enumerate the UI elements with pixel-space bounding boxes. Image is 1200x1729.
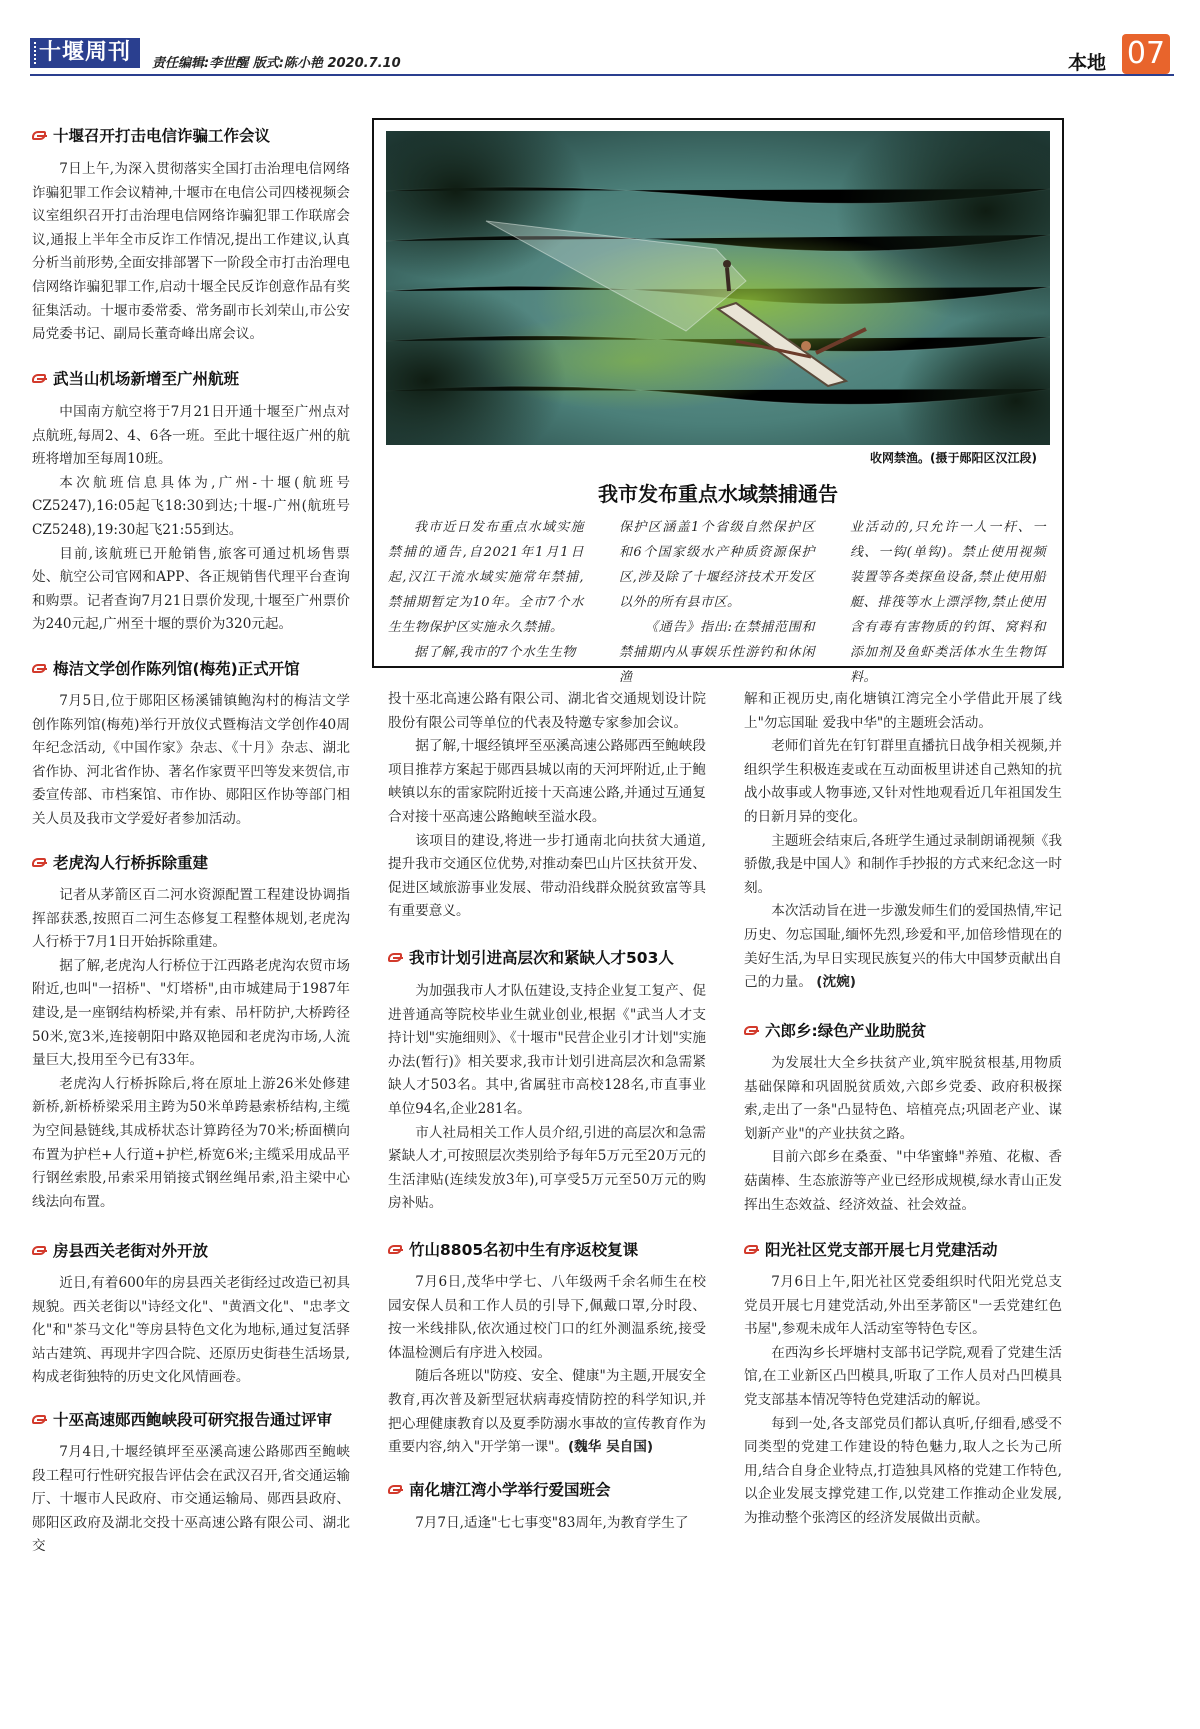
article-body: 为发展壮大全乡扶贫产业,筑牢脱贫根基,用物质基础保障和巩固脱贫质效,六郎乡党委、政府积极探索,走出了一条"凸显特色、培植亮点;巩固老产业、谋划新产业"的产业扶贫之路。 目前六郎乡在桑蚕、"中华蜜蜂"养殖、花椒、香菇菌棒、生态旅游等产业已经形成规模,绿水青山正发挥出生态效益、经济效益、社会效益。 [744,1055,1062,1213]
feature-column: 我市近日发布重点水域实施禁捕的通告,自2021年1月1日起,汉江干流水域实施常年禁捕,禁捕期暂定为10年。全市7个水生生物保护区实施永久禁捕。 据了解,我市的7个水生生物 [388,520,584,660]
feature-column: 业活动的,只允许一人一杆、一线、一钩(单钩)。禁止使用视频装置等各类探鱼设备,禁止使用船艇、排筏等水上漂浮物,禁止使用含有毒有害物质的钓饵、窝料和添加剂及鱼虾类活体水生生物饵料。 [850,520,1046,685]
article-body: 为加强我市人才队伍建设,支持企业复工复产、促进普通高等院校毕业生就业创业,根据《"武当人才支持计划"实施细则》、《十堰市"民营企业引才计划"实施办法(暂行)》相关要求,我市计划引进高层次和急需紧缺人才503名。其中,省属驻市高校128名,市直事业单位94名,企业281名。 市人社局相关工作人员介绍,引进的高层次和急需紧缺人才,可按照层次类别给予每年5万元至20万元的生活津贴(连续发放3年),可享受5万元至50万元的购房补贴。 [388,983,706,1212]
pointing-hand-icon [32,130,50,142]
pointing-hand-icon [32,857,50,869]
pointing-hand-icon [32,373,50,385]
pointing-hand-icon [388,1484,406,1496]
page-number-badge: 07 [1122,34,1170,74]
article-body: 记者从茅箭区百二河水资源配置工程建设协调指挥部获悉,按照百二河生态修复工程整体规划,老虎沟人行桥于7月1日开始拆除重建。 据了解,老虎沟人行桥位于江西路老虎沟农贸市场附近,也叫"一招桥"、"灯塔桥",由市城建局于1987年建设,是一座钢结构桥梁,并有索、吊杆防护,大桥跨径50米,宽3米,连接朝阳中路双艳园和老虎沟市场,人流量巨大,投用至今已有33年。 老虎沟人行桥拆除后,将在原址上游26米处修建新桥,新桥桥梁采用主跨为50米单跨悬索桥结构,主缆为空间悬链线,其成桥状态计算跨径为70米;桥面横向布置为护栏+人行道+护栏,桥宽6米;主缆采用成品平行钢丝索股,吊索采用销接式钢丝绳吊索,沿主梁中心线法向布置。 [32,887,350,1210]
article-body: 近日,有着600年的房县西关老街经过改造已初具规貌。西关老街以"诗经文化"、"黄酒文化"、"忠孝文化"和"茶马文化"等房县特色文化为地标,通过复活驿站古建筑、再现井字四合院、还原历史街巷生活场景,构成老街独特的历史文化风情画卷。 [32,1275,350,1386]
article-body: 7月6日上午,阳光社区党委组织时代阳光党总支党员开展七月建党活动,外出至茅箭区"一丢党建红色书屋",参观未成年人活动室等特色专区。 在西沟乡长坪塘村支部书记学院,观看了党建生活馆,在工业新区凸凹模具,听取了工作人员对凸凹模具党支部基本情况等特色党建活动的解说。 每到一处,各支部党员们都认真听,仔细看,感受不同类型的党建工作建设的特色魅力,取人之长为己所用,结合自身企业特点,打造独具风格的党建工作特色,以企业发展支撑党建工作,以党建工作推动企业发展,为推动整个张湾区的经济发展做出贡献。 [744,1274,1062,1526]
article-body: 7日上午,为深入贯彻落实全国打击治理电信网络诈骗犯罪工作会议精神,十堰市在电信公司四楼视频会议室组织召开打击治理电信网络诈骗犯罪工作联席会议,通报上半年全市反诈工作情况,提出工作建议,认真分析当前形势,全面安排部署下一阶段全市打击治理电信网络诈骗犯罪工作,启动十堰全民反诈创意作品有奖征集活动。十堰市委常委、常务副市长刘荣山,市公安局党委书记、副局长董奇峰出席会议。 [32,161,350,343]
article-body: 7月7日,适逢"七七事变"83周年,为教育学生了 [415,1515,689,1531]
article-body: 投十巫北高速公路有限公司、湖北省交通规划设计院股份有限公司等单位的代表及特邀专家参加会议。 据了解,十堰经镇坪至巫溪高速公路郧西至鲍峡段项目推荐方案起于郧西县城以南的天河坪附近,止于鲍峡镇以东的雷家院附近接十天高速公路,并通过互通复合对接十巫高速公路鲍峡至溢水段。 该项目的建设,将进一步打通南北向扶贫大通道,提升我市交通区位优势,对推动秦巴山片区扶贫开发、促进区域旅游事业发展、带动沿线群众脱贫致富等具有重要意义。 [388,691,706,920]
fishing-boat-photo [386,131,1050,445]
photo-caption: 收网禁渔。(摄于郧阳区汉江段) [870,451,1037,465]
article-byline: (沈婉) [816,974,856,991]
article-body: 7月6日,茂华中学七、八年级两千余名师生在校园安保人员和工作人员的引导下,佩戴口罩,分时段、按一米线排队,依次通过校门口的红外测温系统,接受体温检测后有序进入校园。 随后各班以"防疫、安全、健康"为主题,开展安全教育,再次普及新型冠状病毒疫情防控的科学知识,并把心理健康教育以及夏季防溺水事故的宣传教育作为重要内容,纳入"开学第一课"。(魏华 吴自国) [388,1274,706,1456]
pointing-hand-icon [744,1025,762,1037]
article-body: 7月5日,位于郧阳区杨溪铺镇鲍沟村的梅洁文学创作陈列馆(梅苑)举行开放仪式暨梅洁文学创作40周年纪念活动,《中国作家》杂志、《十月》杂志、湖北省作协、河北省作协、著名作家贾平凹等发来贺信,市委宣传部、市档案馆、市作协、郧阳区作协等部门相关人员及我市文学爱好者参加活动。 [32,693,350,827]
article-title: 竹山8805名初中生有序返校复课 [388,1238,638,1260]
pointing-hand-icon [388,952,406,964]
editor-credits: 责任编辑:李世醒 版式:陈小艳 2020.7.10 [152,56,401,71]
feature-column: 保护区涵盖1个省级自然保护区和6个国家级水产种质资源保护区,涉及除了十堰经济技术开发区以外的所有县市区。 《通告》指出:在禁捕范围和禁捕期内从事娱乐性游钓和休闲渔 [619,520,815,685]
article-body: 解和正视历史,南化塘镇江湾完全小学借此开展了线上"勿忘国耻 爱我中华"的主题班会活动。 老师们首先在钉钉群里直播抗日战争相关视频,并组织学生积极连麦或在互动面板里讲述自己熟知的抗战小故事或人物事迹,又针对性地观看近几年祖国发生的日新月异的变化。 主题班会结束后,各班学生通过录制朗诵视频《我骄傲,我是中国人》和制作手抄报的方式来纪念这一时刻。 本次活动旨在进一步激发师生们的爱国热情,牢记历史、勿忘国耻,缅怀先烈,珍爱和平,加倍珍惜现在的美好生活,为早日实现民族复兴的伟大中国梦贡献出自己的力量。 (沈婉) [744,691,1062,991]
masthead-logo: 十堰周刊 [30,38,140,68]
pointing-hand-icon [744,1244,762,1256]
article-title: 南化塘江湾小学举行爱国班会 [388,1478,611,1500]
article-title: 房县西关老街对外开放 [32,1239,208,1261]
header-rule [30,74,1174,76]
pointing-hand-icon [32,1245,50,1257]
article-title: 十巫高速郧西鲍峡段可研究报告通过评审 [32,1408,332,1430]
article-byline: (魏华 吴自国) [567,1439,654,1456]
article-title: 阳光社区党支部开展七月党建活动 [744,1238,998,1260]
feature-title: 我市发布重点水域禁捕通告 [598,482,838,506]
article-title: 老虎沟人行桥拆除重建 [32,851,208,873]
article-body: 7月4日,十堰经镇坪至巫溪高速公路郧西至鲍峡段工程可行性研究报告评估会在武汉召开,省交通运输厅、十堰市人民政府、市交通运输局、郧西县政府、郧阳区政府及湖北交投十巫高速公路有限公司、湖北交 [32,1444,350,1555]
pointing-hand-icon [32,663,50,675]
article-title: 梅洁文学创作陈列馆(梅苑)正式开馆 [32,657,300,679]
article-title: 十堰召开打击电信诈骗工作会议 [32,124,270,146]
article-title: 六郎乡:绿色产业助脱贫 [744,1019,926,1041]
article-title: 武当山机场新增至广州航班 [32,367,239,389]
section-label: 本地 [1068,52,1107,74]
article-title: 我市计划引进高层次和紧缺人才503人 [388,946,674,968]
article-body: 中国南方航空将于7月21日开通十堰至广州点对点航班,每周2、4、6各一班。至此十堰往返广州的航班将增加至每周10班。 本次航班信息具体为,广州-十堰(航班号CZ5247),16:05起飞18:30到达;十堰-广州(航班号CZ5248),19:30起飞21:55到达。 目前,该航班已开舱销售,旅客可通过机场售票处、航空公司官网和APP、各正规销售代理平台查询和购票。记者查询7月21日票价发现,十堰至广州票价为240元起,广州至十堰的票价为320元起。 [32,404,350,633]
pointing-hand-icon [32,1414,50,1426]
pointing-hand-icon [388,1244,406,1256]
